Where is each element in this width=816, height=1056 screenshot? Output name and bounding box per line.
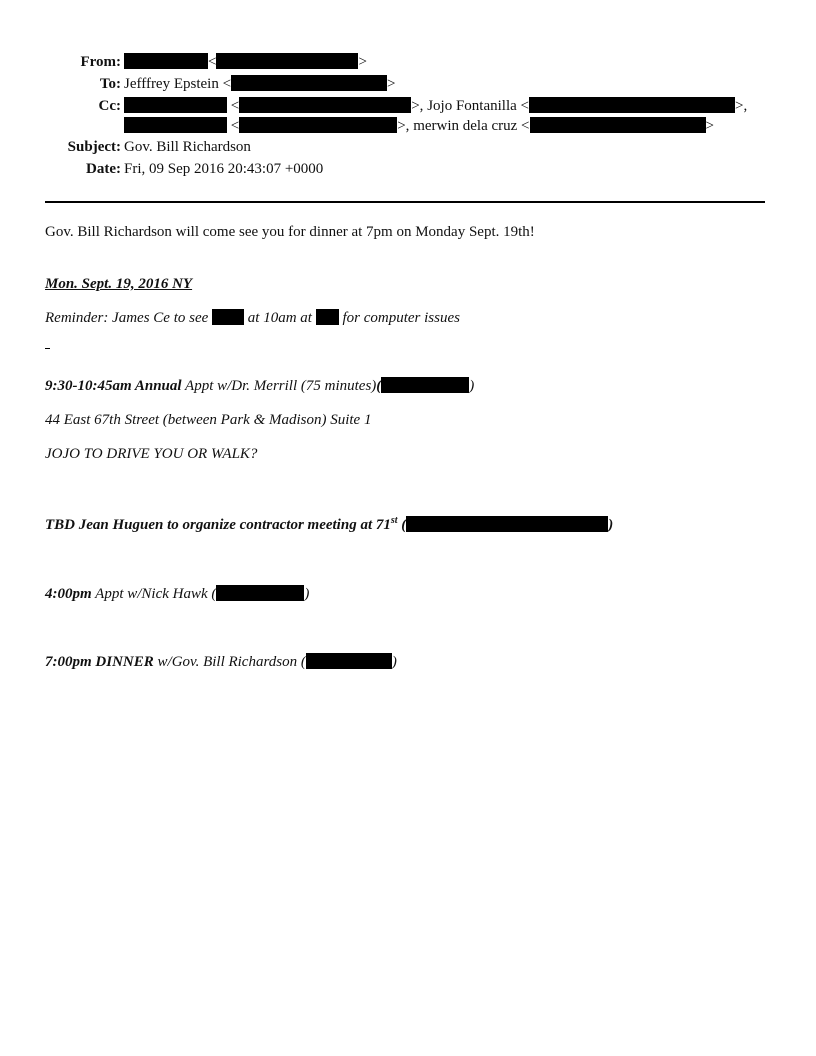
from-value: < >: [124, 52, 367, 72]
redaction-bar: [124, 53, 208, 69]
cc-label: Cc:: [98, 98, 121, 114]
paren-close: ): [608, 517, 614, 533]
redaction-bar: [306, 653, 392, 669]
redaction-bar: [530, 117, 706, 133]
redaction-bar: [124, 117, 227, 133]
date-label: Date:: [86, 161, 121, 177]
appointment-time: 4:00pm: [45, 586, 92, 602]
redaction-bar: [124, 97, 227, 113]
paren-close: ): [469, 378, 475, 394]
paren-open: (: [397, 517, 407, 533]
appointment-merrill: [45, 376, 474, 396]
appointment-text: Appt w/Nick Hawk (: [95, 586, 217, 602]
tbd-meeting: [45, 515, 613, 535]
dinner-line: [45, 652, 397, 672]
date-value: Fri, 09 Sep 2016 20:43:07 +0000: [124, 161, 324, 177]
day-heading: Mon. Sept. 19, 2016 NY: [45, 276, 193, 292]
cc-value-line1: < >, Jojo Fontanilla < >,: [124, 96, 747, 116]
redaction-bar: [316, 309, 339, 325]
subject-label: Subject:: [67, 139, 121, 155]
subject-value: Gov. Bill Richardson: [124, 139, 251, 155]
redaction-bar: [216, 585, 304, 601]
reminder-line: [45, 308, 460, 328]
appointment-hawk: [45, 584, 309, 604]
tbd-text: TBD Jean Huguen to organize contractor meeting at 71: [45, 517, 391, 533]
paren-open: (: [376, 378, 382, 394]
redaction-bar: [529, 97, 735, 113]
dinner-text: w/Gov. Bill Richardson (: [157, 654, 306, 670]
redaction-bar: [381, 377, 469, 393]
reminder-text-2: at 10am at: [247, 310, 312, 326]
from-label: From:: [80, 54, 121, 70]
appointment-time: 9:30-10:45am Annual: [45, 378, 182, 394]
redaction-bar: [231, 75, 387, 91]
paren-close: ): [304, 586, 310, 602]
address-line: 44 East 67th Street (between Park & Madison) Suite 1: [45, 412, 372, 428]
redaction-bar: [239, 117, 397, 133]
redaction-bar: [212, 309, 244, 325]
redaction-bar: [239, 97, 411, 113]
dinner-time: 7:00pm DINNER: [45, 654, 154, 670]
redaction-bar: [406, 516, 608, 532]
transport-note: JOJO TO DRIVE YOU OR WALK?: [45, 446, 258, 462]
redaction-bar: [216, 53, 358, 69]
header-divider: [45, 201, 765, 203]
to-value: Jefffrey Epstein < >: [124, 76, 396, 92]
to-name: Jefffrey Epstein <: [124, 76, 232, 92]
stray-mark: [45, 348, 50, 349]
tbd-suffix: st: [390, 515, 398, 526]
paren-close: ): [391, 654, 397, 670]
cc-name-2: merwin dela cruz <: [413, 118, 530, 134]
appointment-text: Appt w/Dr. Merrill (75 minutes): [185, 378, 377, 394]
to-label: To:: [99, 76, 121, 92]
cc-value-line2: < >, merwin dela cruz < >: [124, 116, 714, 136]
cc-name-1: Jojo Fontanilla <: [427, 98, 529, 114]
reminder-text-3: for computer issues: [342, 310, 460, 326]
reminder-text-1: Reminder: James Ce to see: [45, 310, 209, 326]
intro-text: Gov. Bill Richardson will come see you for dinner at 7pm on Monday Sept. 19th!: [45, 224, 535, 240]
